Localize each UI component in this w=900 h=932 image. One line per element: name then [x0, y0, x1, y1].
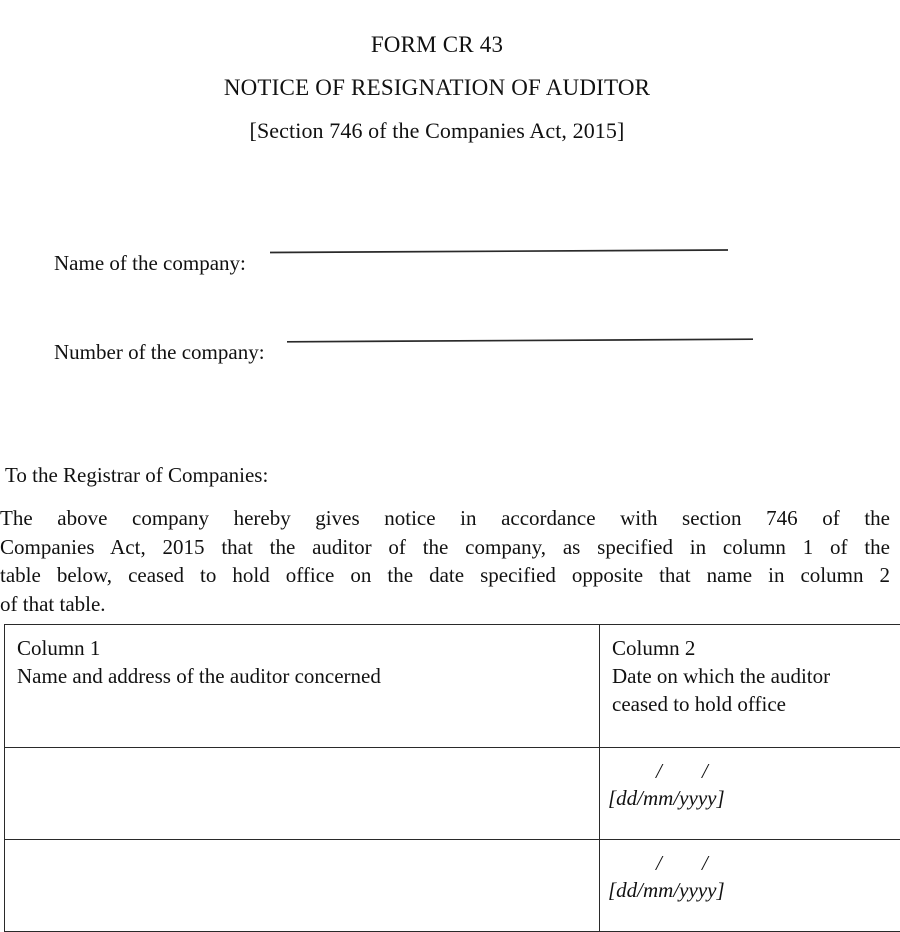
- notice-body-line-4: of that table.: [0, 590, 890, 619]
- form-title: NOTICE OF RESIGNATION OF AUDITOR: [0, 71, 874, 105]
- company-name-label: Name of the company:: [54, 249, 246, 277]
- date-slash-2a: /: [656, 849, 662, 877]
- table-header-row: [5, 625, 900, 748]
- auditor-table: [4, 624, 900, 932]
- company-name-input-rule[interactable]: [270, 248, 728, 270]
- date-slash-1a: /: [656, 757, 662, 785]
- company-number-input-rule[interactable]: [287, 337, 753, 359]
- column1-number: Column 1: [17, 634, 599, 662]
- addressee-line: To the Registrar of Companies:: [5, 461, 268, 489]
- auditor-name-address-cell-2[interactable]: [5, 840, 600, 932]
- statutory-reference: [Section 746 of the Companies Act, 2015]: [0, 115, 874, 147]
- table-row: [5, 840, 900, 932]
- auditor-cessation-date-cell-2[interactable]: [600, 840, 900, 932]
- table-header-column1: [5, 625, 600, 748]
- date-slash-guides-1: [612, 757, 900, 783]
- date-slash-1b: /: [702, 757, 708, 785]
- notice-body-line-3: table below, ceased to hold office on the date specified opposite that name in column 2: [0, 561, 890, 590]
- field-company-name: [54, 248, 728, 278]
- field-company-number: [54, 337, 753, 367]
- column2-number: Column 2: [612, 634, 900, 662]
- date-format-hint-1: [dd/mm/yyyy]: [608, 783, 900, 813]
- notice-body: [0, 504, 890, 618]
- auditor-cessation-date-cell-1[interactable]: [600, 748, 900, 840]
- table-row: [5, 748, 900, 840]
- column2-description-line-1: Date on which the auditor: [612, 662, 900, 690]
- column1-description: Name and address of the auditor concerned: [17, 662, 599, 690]
- notice-body-line-2: Companies Act, 2015 that the auditor of the company, as specified in column 1 of the: [0, 533, 890, 562]
- column2-description-line-2: ceased to hold office: [612, 690, 900, 718]
- document-heading: [0, 28, 874, 147]
- date-format-hint-2: [dd/mm/yyyy]: [608, 875, 900, 905]
- table-header-column2: [600, 625, 900, 748]
- date-slash-guides-2: [612, 849, 900, 875]
- notice-body-line-1: The above company hereby gives notice in accordance with section 746 of the: [0, 504, 890, 533]
- form-code: FORM CR 43: [0, 28, 874, 62]
- company-number-label: Number of the company:: [54, 338, 265, 366]
- auditor-name-address-cell-1[interactable]: [5, 748, 600, 840]
- date-slash-2b: /: [702, 849, 708, 877]
